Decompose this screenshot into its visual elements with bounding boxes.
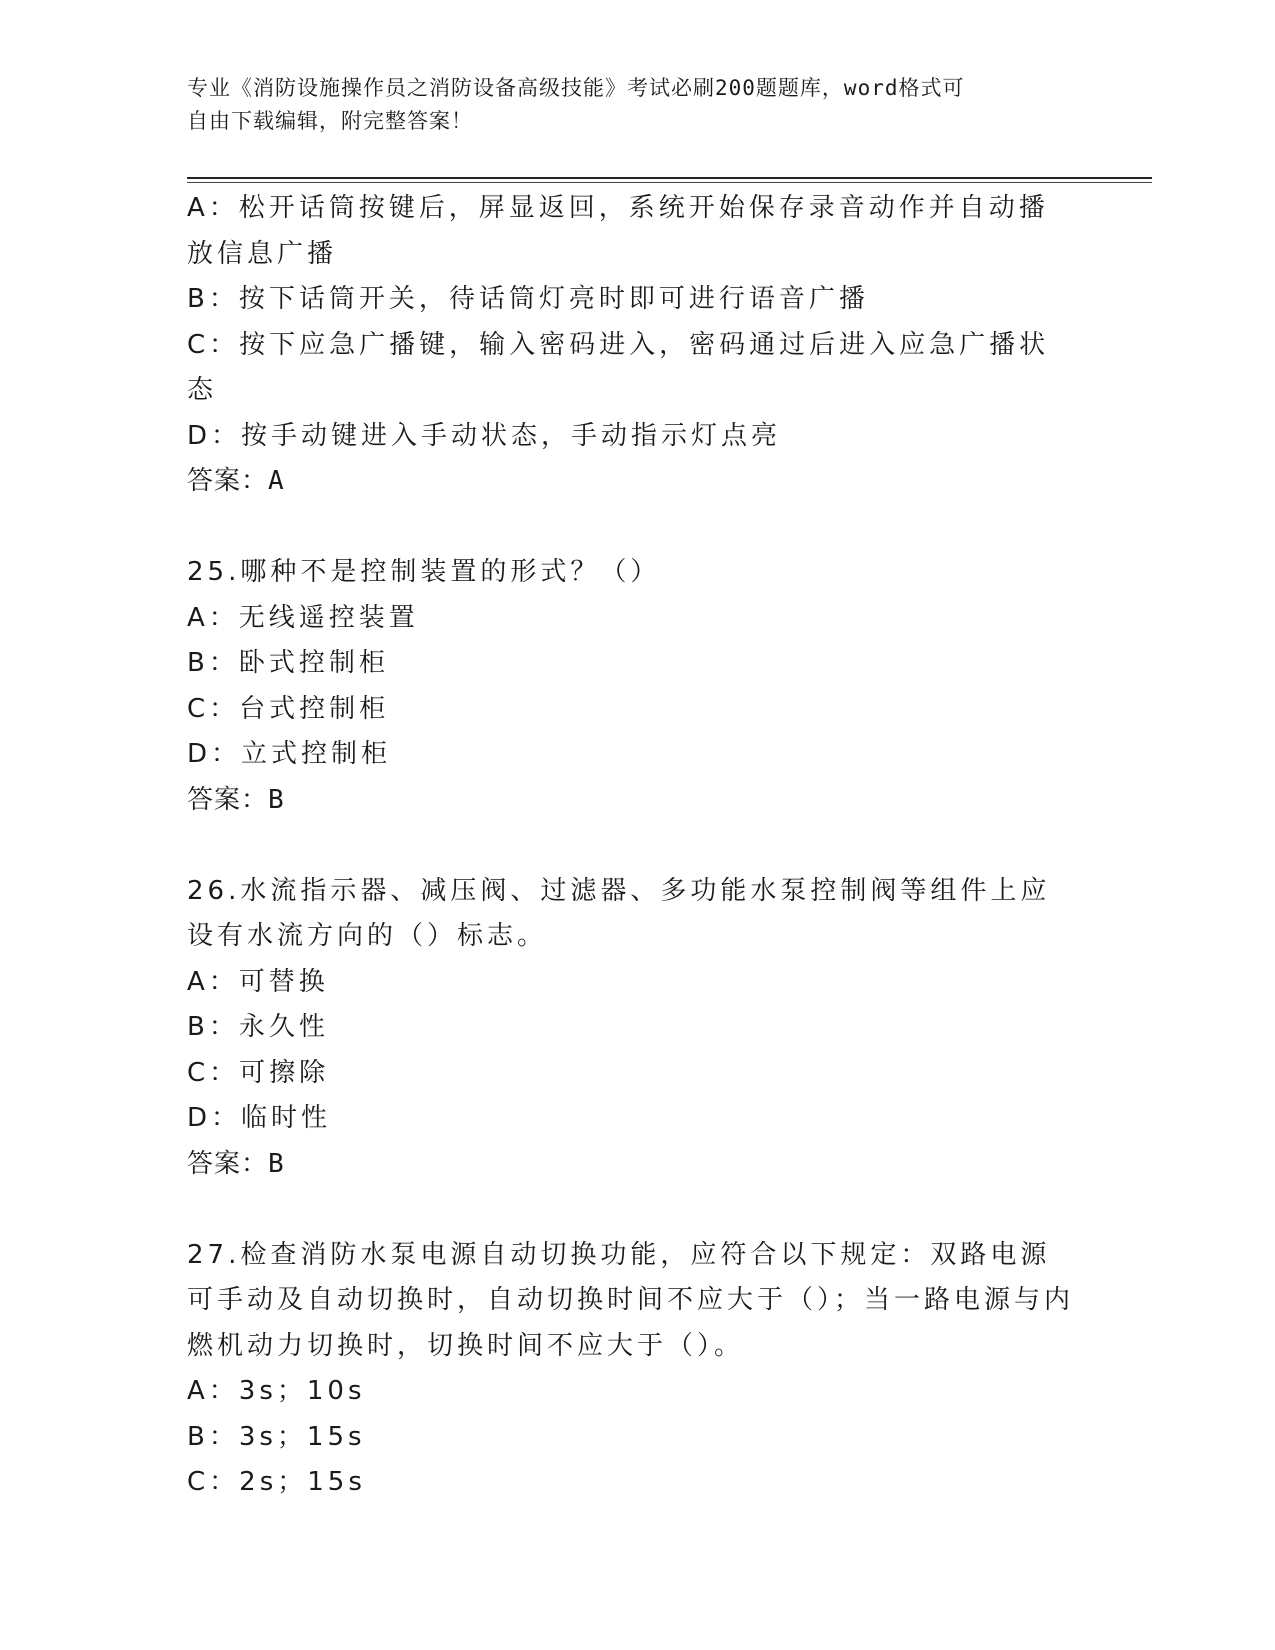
document-header <box>187 72 1067 138</box>
spacer <box>187 1187 1077 1233</box>
option-c: C：台式控制柜 <box>187 693 390 724</box>
option-c: C：可擦除 <box>187 1057 330 1088</box>
question-27 <box>187 1233 1077 1506</box>
option-b: B：按下话筒开关，待话筒灯亮时即可进行语音广播 <box>187 284 869 314</box>
option-d: D：立式控制柜 <box>187 739 392 769</box>
option-d: D：按手动键进入手动状态，手动指示灯点亮 <box>187 420 782 451</box>
header-divider-thick <box>187 177 1152 179</box>
question-list <box>187 186 1077 1506</box>
option-a: A：松开话筒按键后，屏显返回，系统开始保存录音动作并自动播放信息广播 <box>187 193 1049 269</box>
question-stem: 26.水流指示器、减压阀、过滤器、多功能水泵控制阀等组件上应设有水流方向的（）标志。 <box>187 875 1051 951</box>
spacer <box>187 823 1077 869</box>
answer-label: 答案：B <box>187 784 285 815</box>
option-a: A：无线遥控装置 <box>187 602 419 633</box>
option-c: C：2s；15s <box>187 1467 366 1497</box>
question-25 <box>187 550 1077 823</box>
question-stem: 27.检查消防水泵电源自动切换功能，应符合以下规定：双路电源可手动及自动切换时，自动切换时间不应大于（）；当一路电源与内燃机动力切换时，切换时间不应大于（）。 <box>187 1239 1075 1361</box>
option-a: A：可替换 <box>187 966 329 997</box>
option-d: D：临时性 <box>187 1103 332 1133</box>
header-divider-thin <box>187 182 1152 183</box>
option-a: A：3s；10s <box>187 1376 366 1406</box>
answer-label: 答案：B <box>187 1148 285 1179</box>
header-line-1: 专业《消防设施操作员之消防设备高级技能》考试必刷200题题库，word格式可 <box>187 76 965 100</box>
answer-label: 答案：A <box>187 466 285 496</box>
option-c: C：按下应急广播键，输入密码进入，密码通过后进入应急广播状态 <box>187 329 1050 405</box>
option-b: B：永久性 <box>187 1012 329 1042</box>
question-24-continued <box>187 186 1077 505</box>
option-b: B：3s；15s <box>187 1421 366 1452</box>
question-26 <box>187 869 1077 1188</box>
spacer <box>187 505 1077 551</box>
option-b: B：卧式控制柜 <box>187 648 389 678</box>
header-line-2: 自由下载编辑，附完整答案！ <box>187 109 473 133</box>
question-stem: 25.哪种不是控制装置的形式？（） <box>187 557 661 587</box>
